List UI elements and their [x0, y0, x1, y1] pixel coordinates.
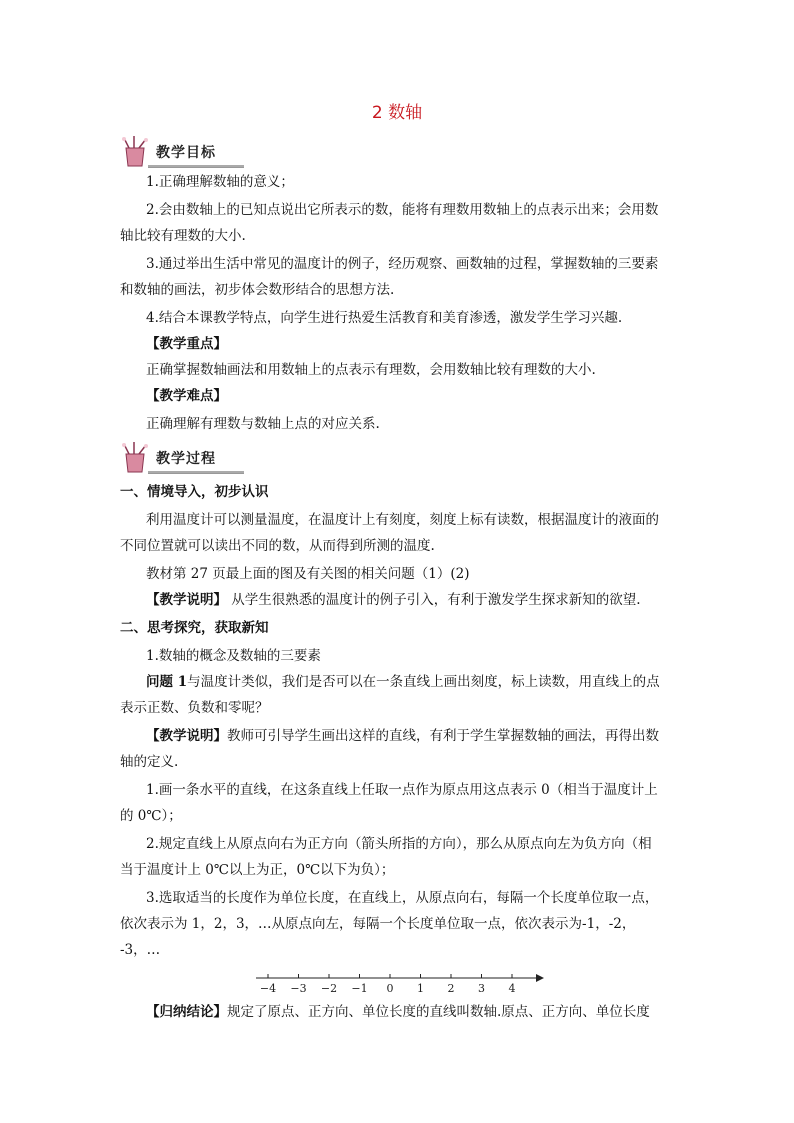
- step-3c: -3，…: [120, 942, 161, 958]
- number-line-tick-label: −2: [320, 982, 338, 995]
- number-line-tick-label: −3: [290, 982, 307, 995]
- goal-3a: 3.通过举出生活中常见的温度计的例子，经历观察、画数轴的过程，掌握数轴的三要素: [146, 256, 659, 272]
- question-1b: 表示正数、负数和零呢？: [120, 700, 269, 716]
- conclusion-text: 规定了原点、正方向、单位长度的直线叫数轴.原点、正方向、单位长度: [227, 1004, 650, 1020]
- para-1b: 不同位置就可以读出不同的数，从而得到所测的温度.: [120, 538, 435, 554]
- goal-2a: 2.会由数轴上的已知点说出它所表示的数，能将有理数用数轴上的点表示出来；会用数: [146, 202, 659, 218]
- note-text: 教师可引导学生画出这样的直线，有利于学生掌握数轴的画法，再得出数: [227, 728, 659, 744]
- goal-3b: 和数轴的画法，初步体会数形结合的思想方法.: [120, 282, 395, 298]
- teaching-note-2b: 轴的定义.: [120, 754, 179, 770]
- number-line-arrow: [536, 974, 544, 982]
- question-1a: [146, 672, 706, 692]
- question-text: 与温度计类似，我们是否可以在一条直线上画出刻度，标上读数，用直线上的点: [187, 674, 660, 690]
- page-title: 2 数轴: [371, 103, 423, 123]
- key-point-text: 正确掌握数轴画法和用数轴上的点表示有理数，会用数轴比较有理数的大小.: [146, 362, 596, 378]
- teaching-note-1: [146, 590, 706, 610]
- goal-2b: 轴比较有理数的大小.: [120, 228, 246, 244]
- number-line-tick-label: 2: [447, 982, 455, 995]
- note-text: 从学生很熟悉的温度计的例子引入，有利于激发学生探求新知的欲望.: [227, 592, 641, 608]
- badge-label: 教学目标: [156, 145, 216, 161]
- badge-label: 教学过程: [156, 451, 216, 467]
- step-3b: 依次表示为 1，2，3，…从原点向左，每隔一个长度单位取一点，依次表示为-1，-2，: [120, 916, 636, 932]
- key-point-label: 【教学重点】: [146, 336, 227, 352]
- section-heading-2: 二、思考探究，获取新知: [120, 620, 269, 636]
- step-2a: 2.规定直线上从原点向右为正方向（箭头所指的方向），那么从原点向左为负方向（相: [146, 836, 652, 852]
- step-1a: 1.画一条水平的直线，在这条直线上任取一点作为原点用这点表示 0（相当于温度计上: [146, 782, 658, 798]
- teaching-note-2a: [146, 726, 706, 746]
- number-line-tick-label: −1: [351, 982, 368, 995]
- conclusion: [146, 1002, 706, 1022]
- number-line-tick-label: 3: [478, 982, 485, 995]
- step-3a: 3.选取适当的长度作为单位长度，在直线上，从原点向右，每隔一个长度单位取一点，: [146, 890, 659, 906]
- number-line-tick-label: 1: [417, 982, 424, 995]
- difficulty-label: 【教学难点】: [146, 388, 227, 404]
- goal-4: 4.结合本课教学特点，向学生进行热爱生活教育和美育渗透，激发学生学习兴趣.: [146, 310, 623, 326]
- step-1b: 的 0℃）；: [120, 808, 182, 824]
- note-label: 【教学说明】: [146, 592, 227, 608]
- para-2: 教材第 27 页最上面的图及有关图的相关问题（1）(2): [146, 566, 470, 582]
- number-line-tick-label: −4: [259, 982, 277, 995]
- goal-1: 1.正确理解数轴的意义；: [146, 174, 294, 190]
- question-label: 问题 1: [146, 674, 188, 690]
- section-heading-1: 一、情境导入，初步认识: [120, 484, 269, 500]
- section-badge-goal: [116, 136, 246, 170]
- number-line-tick-label: 0: [386, 982, 394, 995]
- difficulty-text: 正确理解有理数与数轴上点的对应关系.: [146, 416, 380, 432]
- subheading-1: 1.数轴的概念及数轴的三要素: [146, 648, 321, 664]
- step-2b: 当于温度计上 0℃以上为正，0℃以下为负）；: [120, 862, 395, 878]
- number-line-figure: [252, 966, 552, 996]
- para-1a: 利用温度计可以测量温度，在温度计上有刻度，刻度上标有读数，根据温度计的液面的: [146, 512, 659, 528]
- note-label: 【教学说明】: [146, 728, 227, 744]
- section-badge-process: [116, 442, 246, 476]
- conclusion-label: 【归纳结论】: [146, 1004, 227, 1020]
- number-line-tick-label: 4: [508, 982, 516, 995]
